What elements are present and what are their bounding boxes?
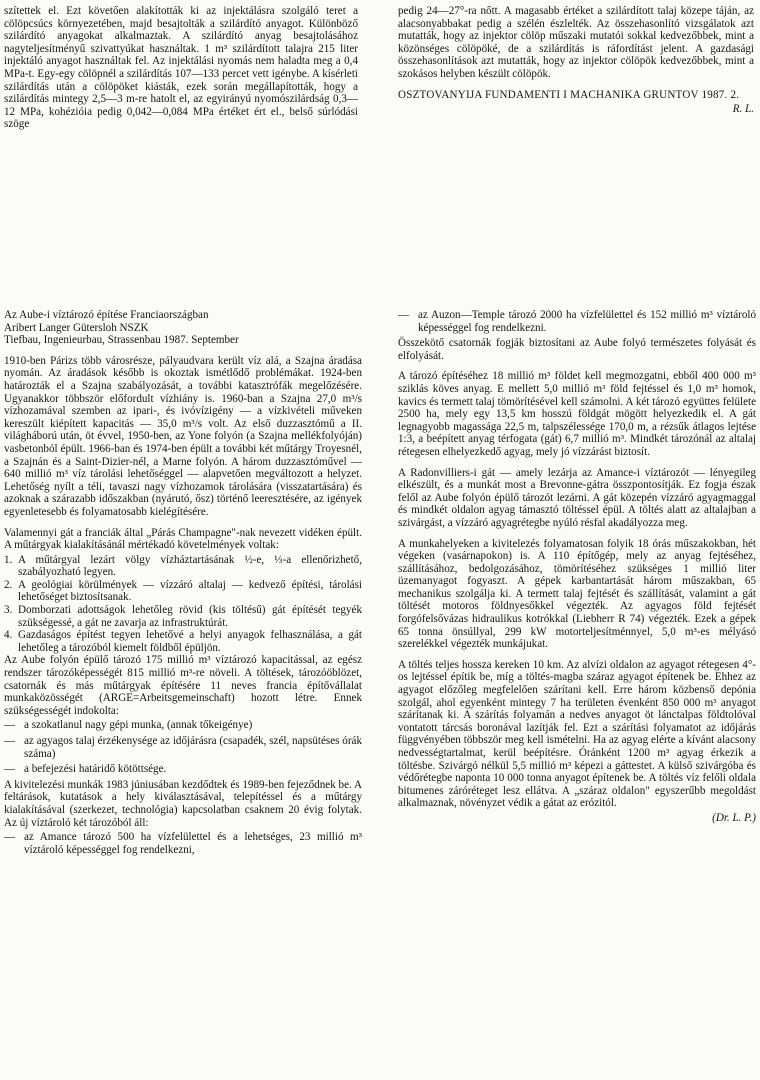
list-number: 3. [4, 604, 13, 617]
list-item: — a befejezési határidő kötöttsége. [4, 763, 362, 776]
text-paragraph: Összekötő csatornák fogják biztosítani az Aube folyó természetes folyását és elfolyását. [398, 337, 756, 362]
author-signature: R. L. [732, 103, 754, 116]
list-item [4, 579, 362, 604]
text-paragraph: A munkahelyeken a kivitelezés folyamatosan folyik 18 órás műszakokban, hét végeken (vasárnapokon) is. A 110 építőgép, mely az anyag fejtéséhez, szállításához, bedolgozásához, tömörítéséhez szükséges 1 millió liter üzemanyagot fogyaszt. A gépek karbantartását három műszakban, 65 mechanikus szolgálja ki. A termett talaj fejtését és szállítását, valamint a gát töltését motoros földnyesőkkel végezték. Az agyagos föld fejtését forgófelsővázas hidraulikus kotrókkal (Liebherr R 74) végezték. Ezek a gépek 65 tonna önsúllyal, 299 kW motorteljesítménnyel, 5,0 m³-es mélyásó szerelékkel végezték munkájukat. [398, 537, 756, 651]
list-number: 1. [4, 553, 13, 566]
list-item [4, 604, 362, 629]
list-text: a szokatlanul nagy gépi munka, (annak tőkeigénye) [24, 719, 253, 732]
list-text: A geológiai körülmények — vízzáró altalaj — kedvező építési, tárolási lehetőséget biztosítsanak. [18, 578, 362, 604]
list-text: az agyagos talaj érzékenysége az időjárásra (csapadék, szél, napsütéses órák száma) [24, 735, 362, 760]
bottom-left-column [4, 309, 362, 859]
text-paragraph: pedig 24—27°-ra nőtt. A magasabb értéket a szilárdított talaj közepe táján, az alacsonyabbakat pedig a szélén észlelték. Az összehasonlító vizsgálatok azt mutatták, hogy az injektor cölöp műszaki mutatói sokkal kedvezőbbek, mint a közönséges cölöpöké, de a szilárdítás is ráfordítást jelent. A gazdasági összehasonlítások azt mutatták, hogy az injektor cölöpök kedvezőbbek, mint a szokásos helyben készült cölöpök. [398, 5, 754, 80]
text-paragraph: A kivitelezési munkák 1983 júniusában kezdődtek és 1989-ben fejeződnek be. A feltárások, kutatások a hely kiválasztásával, telepítéssel és a műtárgy kialakításával (szerkezet, technológia) kapcsolatban csaknem 20 évig folytak. Az új víztároló két tározóból áll: [4, 778, 362, 829]
text-paragraph: 1910-ben Párizs több városrésze, pályaudvara került víz alá, a Szajna áradása nyomán. Az áradások később is okoztak ismétlődő problémákat. 1924-ben határozták el a Szajna szabályozását, a további katasztrófák megelőzésére. Ugyanakkor többször előfordult vízhiány is. 1960-ban a Szajna 27,0 m³/s vízhozamával szemben az ipari-, és ivóvízigény — a vízkivételi műveken kereszült kiépített kapacitás — 35,0 m³/s volt. Az első duzzasztómű a II. világháború után, öt évvel, 1950-ben, az Yone folyón (a Szajna mellékfolyóján) vasbetonból épült. 1966-ban és 1974-ben épült a további két műtárgy Troyesnél, a Szajnán és a Saint-Dizier-nél, a Marne folyón. A három duzzasztóművel — 640 millió m³ víz tárolási lehetőséggel — alapvetően megváltozott a helyzet. Lehetőség nyílt a téli, tavaszi nagy vízhozamok tárolására (visszatartására) és azoknak a szárazabb időszakban (nyárutó, ősz) történő leeresztésére, az igények egyenletesebb és folyamatosabb kielégítésére. [4, 354, 362, 518]
text-paragraph: A tározó építéséhez 18 millió m³ földet kell megmozgatni, ebből 400 000 m³ sziklás köves anyag. E mellett 5,0 millió m³ föld fejtéssel és 1,0 m³ homok, kavics és termett talaj tömörítésével kell számolni. A két tározó együttes felülete 2500 ha, mely egy 13,5 km hosszú földgát mögött helyezkedik el. A gát legnagyobb magassága 22,5 m, talpszélessége 170,0 m, a rézsűk átlagos lejtése 1:3, a beépített anyag térfogata (gát) 6,7 millió m³. Mindkét tározónál az altalaj rétegesen elhelyezkedő agyag, mely jó vízzárást biztosít. [398, 370, 756, 458]
list-item: — az Auzon—Temple tározó 2000 ha vízfelülettel és 152 millió m³ víztároló képességgel fog rendelkezni. [398, 309, 756, 334]
article-header: Az Aube-i víztározó építése Franciaországban Aribert Langer Gütersloh NSZK Tiefbau, Ingenieurbau, Strassenbau 1987. September [4, 309, 239, 347]
list-text: a befejezési határidő kötöttsége. [24, 763, 167, 776]
list-item: — az Amance tározó 500 ha vízfelülettel és a lehetséges, 23 millió m³ víztároló képességgel fog rendelkezni, [4, 831, 362, 856]
top-right-column [398, 5, 754, 116]
text-paragraph: szítettek el. Ezt követően alakították ki az injektálásra szolgáló teret a cölöpcsúcs környezetében, majd besajtolták a szilárdító anyagot. Különböző szilárdító anyagokat alkalmaztak. A szilárdító anyag besajtolásához nagyteljesítményű szivattyúkat használtak. 1 m³ szilárdított talajra 215 liter injektáló anyagot használtak fel. Az injektálási nyomás nem haladta meg a 0,4 MPa-t. Egy-egy cölöpnél a szilárdítás 107—133 percet vett igénybe. A kísérleti szilárdítás után a cölöpöket kiásták, ezek során megállapították, hogy a szilárdítás mintegy 2,5—3 m-re hatolt el, az egyirányú nyomószilárdság 0,3—12 MPa, kohézióia pedig 0,042—0,084 MPa értéket ért el., belső súrlódási szöge [4, 5, 358, 131]
list-number: 4. [4, 629, 13, 642]
reasons-list [4, 719, 362, 775]
text-paragraph: A Radonvilliers-i gát — amely lezárja az Amance-i víztározót — lényegileg elkészült, és a munkát most a Brevonne-gátra összpontosítják. Ez fogja észak felől az Aube folyón épülő tározót lezárni. A gát közepén vízzáró agyagmaggal és mindkét oldalon agyag támasztó töltéssel épül. A töltés alatt az altalajban a szivárgást, a vízzáró agyagrétegbe nyúló résfal akadályozza meg. [398, 466, 756, 529]
list-number: 2. [4, 578, 13, 591]
requirements-list [4, 554, 362, 655]
list-item: — az agyagos talaj érzékenysége az időjárásra (csapadék, szél, napsütéses órák száma) [4, 735, 362, 760]
text-paragraph: Valamennyi gát a franciák által „Párás Champagne"-nak nevezett vidéken épült. A műtárgyak kialakításánál mértékadó követelmények voltak: [4, 526, 362, 552]
list-item [4, 554, 362, 579]
list-item [4, 629, 362, 654]
bottom-right-column [398, 309, 756, 825]
reservoir-list [4, 831, 362, 856]
list-item: — a szokatlanul nagy gépi munka, (annak tőkeigénye) [4, 719, 362, 732]
list-text: az Amance tározó 500 ha vízfelülettel és a lehetséges, 23 millió m³ víztároló képességgel fog rendelkezni, [24, 831, 362, 856]
reservoir-list-continued [398, 309, 756, 334]
text-paragraph: Az Aube folyón épülő tározó 175 millió m³ víztározó kapacitással, az egész rendszer tározóképességét 815 millió m³-re növeli. A töltések, tározóöblözet, csatornák és más műtárgyak építésére 11 neves francia építővállalat munkaközösségét (ARGE=Arbeitsgemeinschaft) hozott létre. Ennek szükségességét indokolta: [4, 654, 362, 717]
author-signature: (Dr. L. P.) [712, 811, 756, 824]
list-text: Domborzati adottságok lehetőleg rövid (kis töltésű) gát építését tegyék szükségessé, a gát ne zavarja az infrastruktúrát. [18, 604, 362, 629]
top-left-column [4, 5, 358, 131]
list-text: Gazdaságos építést tegyen lehetővé a helyi anyagok felhasználása, a gát lehetőleg a tározóból kiemelt földből épüljön. [18, 629, 362, 654]
source-citation: OSZTOVANYIJA FUNDAMENTI I MACHANIKA GRUNTOV 1987. 2. [398, 88, 740, 101]
text-paragraph: A töltés teljes hossza kereken 10 km. Az alvízi oldalon az agyagot rétegesen 4°-os lejtéssel építik be, míg a töltés-magba száraz agyagot építenek be. Ehhez az agyagot előzőleg megfelelően szárítani kell. Erre három közbenső depónia szolgál, ahol egyenként mintegy 7 ha területen évenként 850 000 m³ anyagot szárítanak ki. A szárítás folyamán a nedves anyagot öt lánctalpas földtolóval vontatott tárcsás boronával lazítják fel. Ezt a szárítási folyamatot az időjárás függvényében többször meg kell ismételni. Ha az agyag elérte a kívánt alacsony nedvességtartalmat, kerül beépítésre. Óránként 1200 m³ agyag érkezik a töltésbe. Szivárgó nélkül 5,5 millió m³ képezi a gáttestet. A külső szivárgóba és védőrétegbe naponta 10 000 tonna anyagot építenek be. A töltés víz felőli oldala bitumenes záróréteget lesz ellátva. A „száraz oldalon" egyszerűbb megoldást alkalmaznak, növényzet védik a gátat az erózitól. [398, 658, 756, 810]
list-text: az Auzon—Temple tározó 2000 ha vízfelülettel és 152 millió m³ víztároló képességgel fog rendelkezni. [418, 309, 756, 334]
list-text: A műtárgyal lezárt völgy vízháztartásának ½-e, ⅓-a ellenőrizhető, szabályozható legyen. [18, 553, 362, 579]
